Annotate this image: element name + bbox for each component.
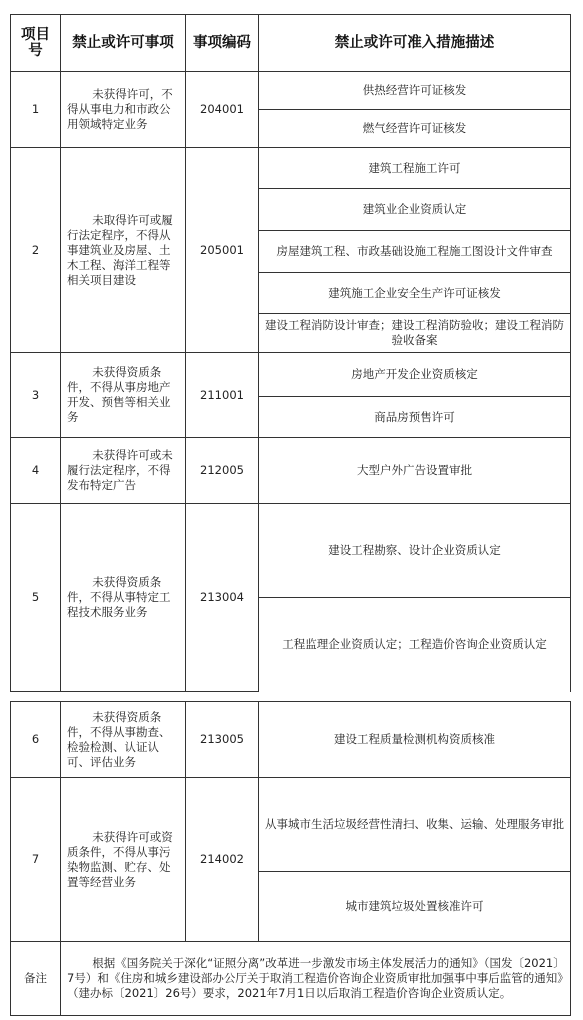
row-matter: 未获得许可或未履行法定程序，不得发布特定广告 (61, 438, 186, 504)
row-matter: 未获得资质条件，不得从事特定工程技术服务业务 (61, 504, 186, 692)
row-code: 213004 (186, 504, 259, 692)
row-measure: 房地产开发企业资质核定 (259, 353, 571, 397)
measures-table-part-2 (10, 701, 571, 1016)
row-measure: 建筑工程施工许可 (259, 148, 571, 189)
table-header-row (11, 15, 571, 72)
row-measure: 商品房预售许可 (259, 397, 571, 438)
row-number: 5 (11, 504, 61, 692)
row-matter: 未获得许可或资质条件，不得从事污染物监测、贮存、处置等经营业务 (61, 778, 186, 942)
table-row (11, 148, 571, 189)
row-code: 213005 (186, 702, 259, 778)
row-measure: 城市建筑垃圾处置核准许可 (259, 872, 571, 942)
header-matter: 禁止或许可事项 (61, 15, 186, 72)
row-code: 204001 (186, 72, 259, 148)
row-matter: 未获得许可，不得从事电力和市政公用领域特定业务 (61, 72, 186, 148)
table-row (11, 778, 571, 872)
row-measure: 燃气经营许可证核发 (259, 110, 571, 148)
row-measure: 建筑施工企业安全生产许可证核发 (259, 273, 571, 314)
row-code: 205001 (186, 148, 259, 353)
row-code: 212005 (186, 438, 259, 504)
table-row (11, 438, 571, 504)
row-measure: 建设工程勘察、设计企业资质认定 (259, 504, 571, 598)
row-number: 4 (11, 438, 61, 504)
row-matter: 未取得许可或履行法定程序，不得从事建筑业及房屋、土木工程、海洋工程等相关项目建设 (61, 148, 186, 353)
row-measure: 建设工程消防设计审查；建设工程消防验收；建设工程消防验收备案 (259, 314, 571, 353)
table-row (11, 702, 571, 778)
row-number: 2 (11, 148, 61, 353)
note-label: 备注 (11, 942, 61, 1016)
table-row (11, 504, 571, 598)
row-measure: 供热经营许可证核发 (259, 72, 571, 110)
row-matter: 未获得资质条件，不得从事房地产开发、预售等相关业务 (61, 353, 186, 438)
row-number: 6 (11, 702, 61, 778)
row-number: 1 (11, 72, 61, 148)
row-matter: 未获得资质条件，不得从事勘查、检验检测、认证认可、评估业务 (61, 702, 186, 778)
row-measure: 工程监理企业资质认定；工程造价咨询企业资质认定 (259, 598, 571, 692)
row-number: 3 (11, 353, 61, 438)
header-measure-description: 禁止或许可准入措施描述 (259, 15, 571, 72)
row-code: 211001 (186, 353, 259, 438)
row-measure: 建设工程质量检测机构资质核准 (259, 702, 571, 778)
header-item-no: 项目号 (11, 15, 61, 72)
table-row (11, 353, 571, 397)
measures-table-part-1 (10, 14, 571, 692)
note-text: 根据《国务院关于深化“证照分离”改革进一步激发市场主体发展活力的通知》（国发〔2021〕7号）和《住房和城乡建设部办公厅关于取消工程造价咨询企业资质审批加强事中事后监管的通知》（建办标〔2021〕26号）要求，2021年7月1日以后取消工程造价咨询企业资质认定。 (61, 942, 571, 1016)
row-measure: 从事城市生活垃圾经营性清扫、收集、运输、处理服务审批 (259, 778, 571, 872)
row-measure: 房屋建筑工程、市政基础设施工程施工图设计文件审查 (259, 231, 571, 273)
header-code: 事项编码 (186, 15, 259, 72)
note-row (11, 942, 571, 1016)
row-number: 7 (11, 778, 61, 942)
table-row (11, 72, 571, 110)
row-code: 214002 (186, 778, 259, 942)
row-measure: 大型户外广告设置审批 (259, 438, 571, 504)
row-measure: 建筑业企业资质认定 (259, 189, 571, 231)
